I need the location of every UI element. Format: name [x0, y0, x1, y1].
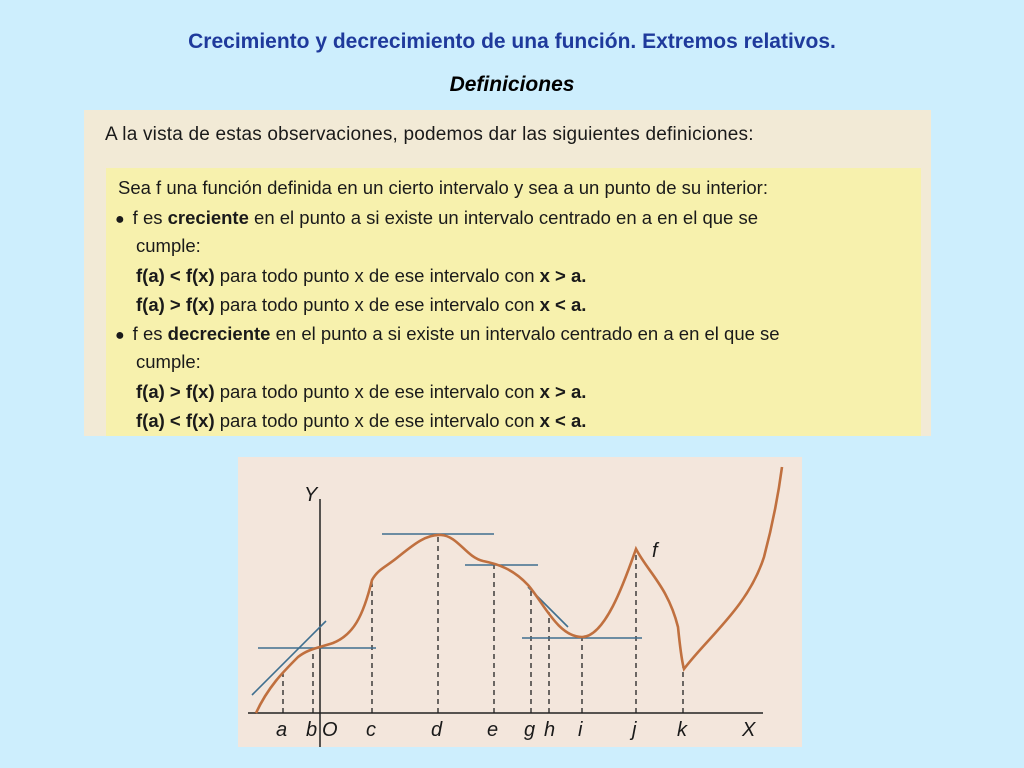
- intro-text: A la vista de estas observaciones, podemos dar las siguientes definiciones:: [105, 124, 754, 145]
- decr-condition-1: [136, 381, 586, 403]
- decr-line2: cumple:: [136, 351, 201, 372]
- subtitle-text: Definiciones: [449, 73, 575, 96]
- x-label-k: k: [677, 719, 687, 741]
- x-axis-label: X: [742, 719, 756, 741]
- crec-condition-1: [136, 265, 586, 287]
- x-label-h: h: [544, 719, 556, 741]
- function-graph: [238, 457, 802, 747]
- decr-cond1-end: x > a.: [539, 381, 587, 402]
- tangent-lines: [252, 534, 642, 695]
- crec-cond2-rhs: para todo punto x de ese intervalo con: [214, 294, 540, 315]
- increasing-definition-line: [115, 207, 758, 229]
- page-title: Crecimiento y decrecimiento de una función. Extremos relativos.: [188, 30, 836, 53]
- decr-cond1-rhs: para todo punto x de ese intervalo con: [214, 381, 540, 402]
- x-label-a: a: [276, 719, 288, 741]
- bullet-icon: ●: [115, 327, 125, 344]
- decr-cond2-end: x < a.: [539, 410, 587, 431]
- decr-pre: f es: [132, 323, 168, 344]
- decr-word: decreciente: [167, 323, 271, 344]
- x-label-i: i: [578, 719, 583, 741]
- x-label-c: c: [366, 719, 376, 741]
- decr-cond1-lhs: f(a) > f(x): [136, 381, 215, 402]
- crec-condition-2: [136, 294, 586, 316]
- decr-post: en el punto a si existe un intervalo centrado en a en el que se: [270, 323, 780, 344]
- crec-pre: f es: [132, 207, 168, 228]
- y-axis-label: Y: [304, 484, 318, 506]
- graph-svg: [238, 457, 802, 747]
- x-label-g: g: [524, 719, 536, 741]
- function-curve: [256, 467, 782, 713]
- decr-cond2-rhs: para todo punto x de ese intervalo con: [214, 410, 540, 431]
- crec-cond1-end: x > a.: [539, 265, 587, 286]
- crec-post: en el punto a si existe un intervalo centrado en a en el que se: [248, 207, 758, 228]
- crec-cond1-rhs: para todo punto x de ese intervalo con: [214, 265, 540, 286]
- crec-cond2-lhs: f(a) > f(x): [136, 294, 215, 315]
- x-label-b: b: [306, 719, 318, 741]
- function-label: f: [652, 540, 658, 562]
- definitions-panel: [84, 110, 931, 436]
- decr-cond2-lhs: f(a) < f(x): [136, 410, 215, 431]
- crec-word: creciente: [167, 207, 249, 228]
- crec-line2: cumple:: [136, 235, 201, 256]
- x-label-O: O: [322, 719, 338, 741]
- decr-condition-2: [136, 410, 586, 432]
- crec-cond1-lhs: f(a) < f(x): [136, 265, 215, 286]
- x-label-d: d: [431, 719, 443, 741]
- bullet-icon: ●: [115, 211, 125, 228]
- lead-text: Sea f una función definida en un cierto intervalo y sea a un punto de su interior:: [118, 177, 768, 198]
- x-label-e: e: [487, 719, 499, 741]
- tangent-a: [252, 621, 326, 695]
- page-subtitle: [0, 73, 1024, 97]
- decreasing-definition-line: [115, 323, 780, 345]
- x-label-j: j: [632, 719, 637, 741]
- crec-cond2-end: x < a.: [539, 294, 587, 315]
- x-tick-labels: [276, 719, 688, 741]
